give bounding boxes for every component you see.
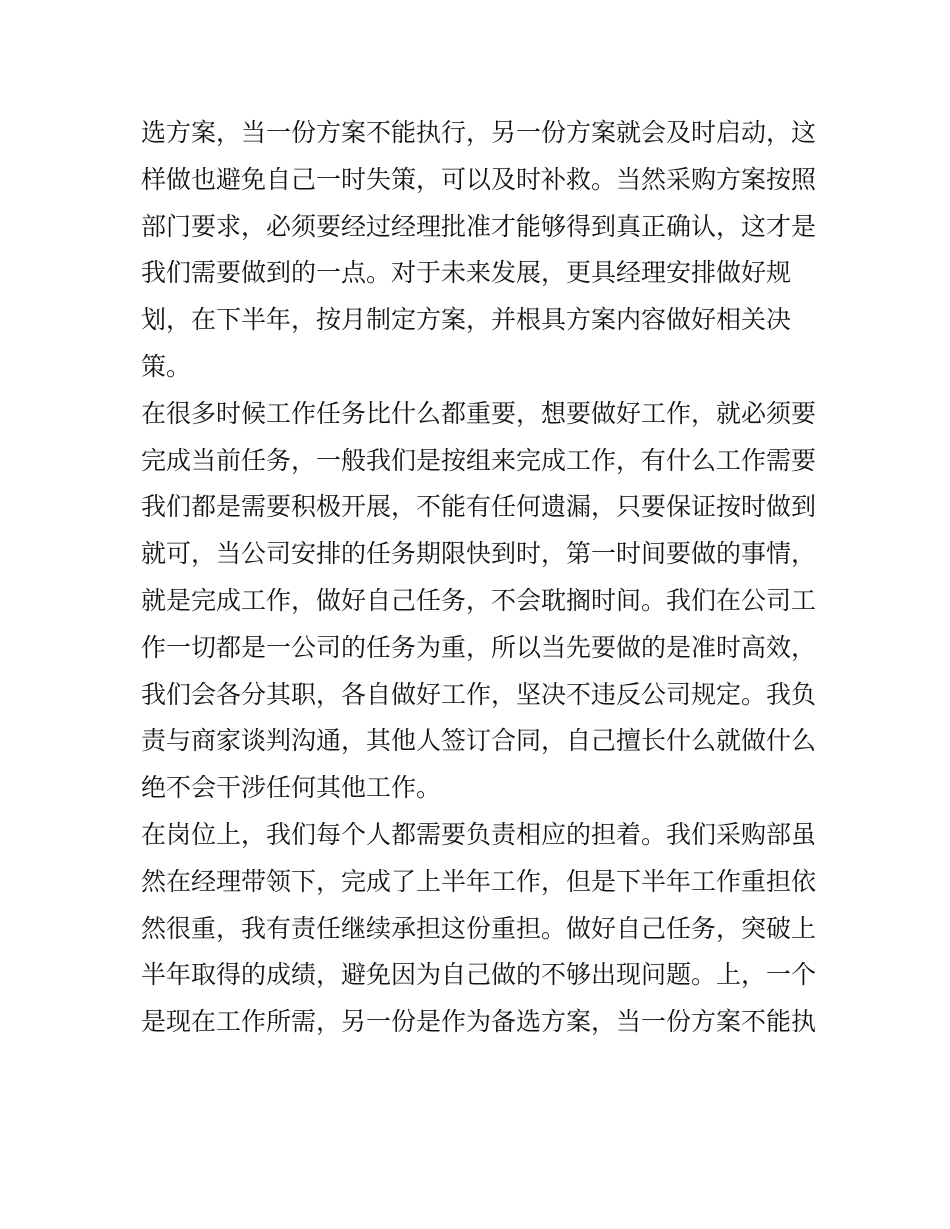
text-line-16: 在岗位上，我们每个人都需要负责相应的担着。我们采购部虽 bbox=[141, 819, 817, 849]
text-line-10: 就可，当公司安排的任务期限快到时，第一时间要做的事情， bbox=[141, 539, 817, 569]
text-line-6: 策。 bbox=[141, 351, 192, 381]
text-line-20: 是现在工作所需，另一份是作为备选方案，当一份方案不能执 bbox=[141, 1007, 817, 1037]
text-line-18: 然很重，我有责任继续承担这份重担。做好自己任务，突破上 bbox=[141, 913, 817, 943]
text-line-5: 划，在下半年，按月制定方案，并根具方案内容做好相关决 bbox=[141, 305, 792, 335]
text-line-4: 我们需要做到的一点。对于未来发展，更具经理安排做好规 bbox=[141, 258, 792, 288]
text-line-1: 选方案，当一份方案不能执行，另一份方案就会及时启动，这 bbox=[141, 118, 817, 147]
text-line-15: 绝不会干涉任何其他工作。 bbox=[141, 773, 442, 803]
text-line-11: 就是完成工作，做好自己任务，不会耽搁时间。我们在公司工 bbox=[141, 585, 817, 615]
text-line-13: 我们会各分其职，各自做好工作，坚决不违反公司规定。我负 bbox=[141, 679, 817, 709]
text-line-14: 责与商家谈判沟通，其他人签订合同，自己擅长什么就做什么 bbox=[141, 726, 817, 756]
text-line-17: 然在经理带领下，完成了上半年工作，但是下半年工作重担依 bbox=[141, 866, 817, 896]
body-text bbox=[141, 110, 821, 1046]
text-line-2: 样做也避免自己一时失策，可以及时补救。当然采购方案按照 bbox=[141, 164, 817, 194]
text-line-7: 在很多时候工作任务比什么都重要，想要做好工作，就必须要 bbox=[141, 398, 817, 428]
text-line-8: 完成当前任务，一般我们是按组来完成工作，有什么工作需要 bbox=[141, 445, 817, 475]
text-line-12: 作一切都是一公司的任务为重，所以当先要做的是准时高效， bbox=[141, 632, 817, 662]
text-line-19: 半年取得的成绩，避免因为自己做的不够出现问题。上，一个 bbox=[141, 960, 817, 990]
text-line-3: 部门要求，必须要经过经理批准才能够得到真正确认，这才是 bbox=[141, 211, 817, 241]
text-line-9: 我们都是需要积极开展，不能有任何遗漏，只要保证按时做到 bbox=[141, 492, 817, 522]
